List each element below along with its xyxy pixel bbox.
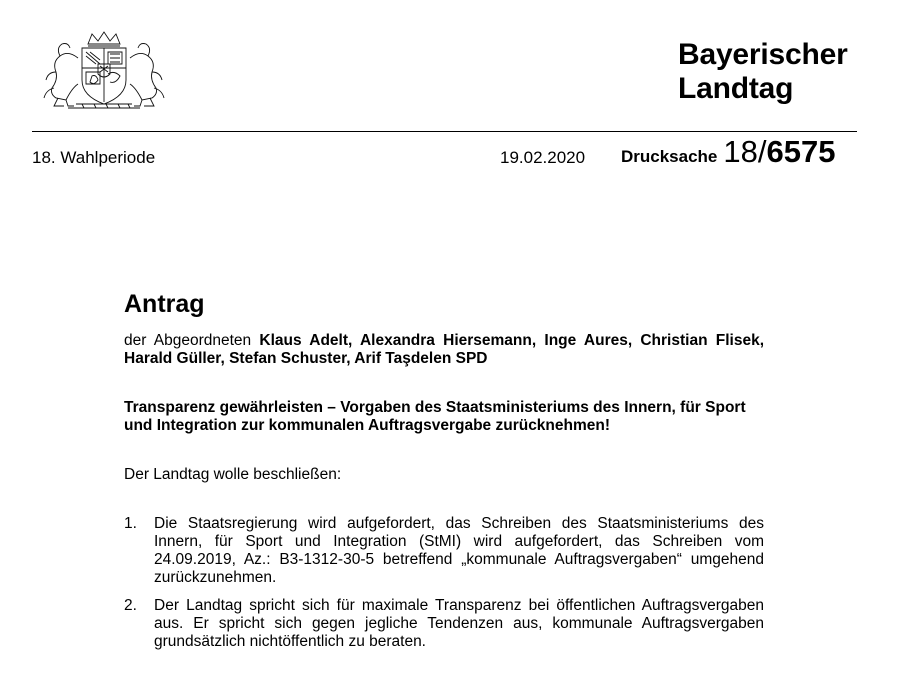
drucksache-number — [621, 134, 835, 170]
motion-items — [124, 515, 764, 651]
brand-line-1: Bayerischer — [678, 38, 848, 71]
item-text: Der Landtag spricht sich für maximale Transparenz bei öffentlichen Auftragsvergaben aus. Er spricht sich gegen jegliche Tendenzen aus, kommunale Auftragsvergaben grundsätzlich nichtöffentlich zu beraten. — [154, 597, 764, 650]
list-item — [124, 515, 764, 587]
legislative-period: 18. Wahlperiode — [32, 148, 156, 167]
motion-subject: Transparenz gewährleisten – Vorgaben des Staatsministeriums des Innern, für Sport und Integration zur kommunalen Auftragsvergabe zurücknehmen! — [124, 399, 746, 434]
brand-title — [678, 38, 848, 106]
item-text: Die Staatsregierung wird aufgefordert, das Schreiben des Staatsministeriums des Innern, für Sport und Integration (StMI) wird aufgefordert, das Schreiben vom 24.09.2019, Az.: B3-1312-30-5 betreffend „kommunale Auftragsvergaben“ umgehend zurückzunehmen. — [154, 515, 764, 586]
item-number: 2. — [124, 597, 137, 614]
coat-of-arms-icon — [38, 28, 170, 112]
document-date: 19.02.2020 — [500, 148, 586, 167]
authors-intro: der Abgeordneten — [124, 332, 252, 349]
document-title: Antrag — [124, 290, 205, 318]
item-number: 1. — [124, 515, 137, 532]
drucksache-prefix: 18/ — [723, 134, 767, 169]
list-item — [124, 597, 764, 651]
brand-line-2: Landtag — [678, 72, 794, 105]
drucksache-num: 6575 — [766, 134, 836, 169]
document-body — [124, 290, 764, 661]
authors-names: Klaus Adelt, Alexandra Hiersemann, Inge Aures, Christian Flisek, Harald Güller, Stefan Schuster, Arif Taşdelen SPD — [124, 332, 765, 367]
drucksache-label: Drucksache — [621, 147, 718, 166]
resolve-line: Der Landtag wolle beschließen: — [124, 466, 342, 483]
header-divider — [32, 131, 857, 132]
authors-paragraph — [124, 332, 764, 368]
